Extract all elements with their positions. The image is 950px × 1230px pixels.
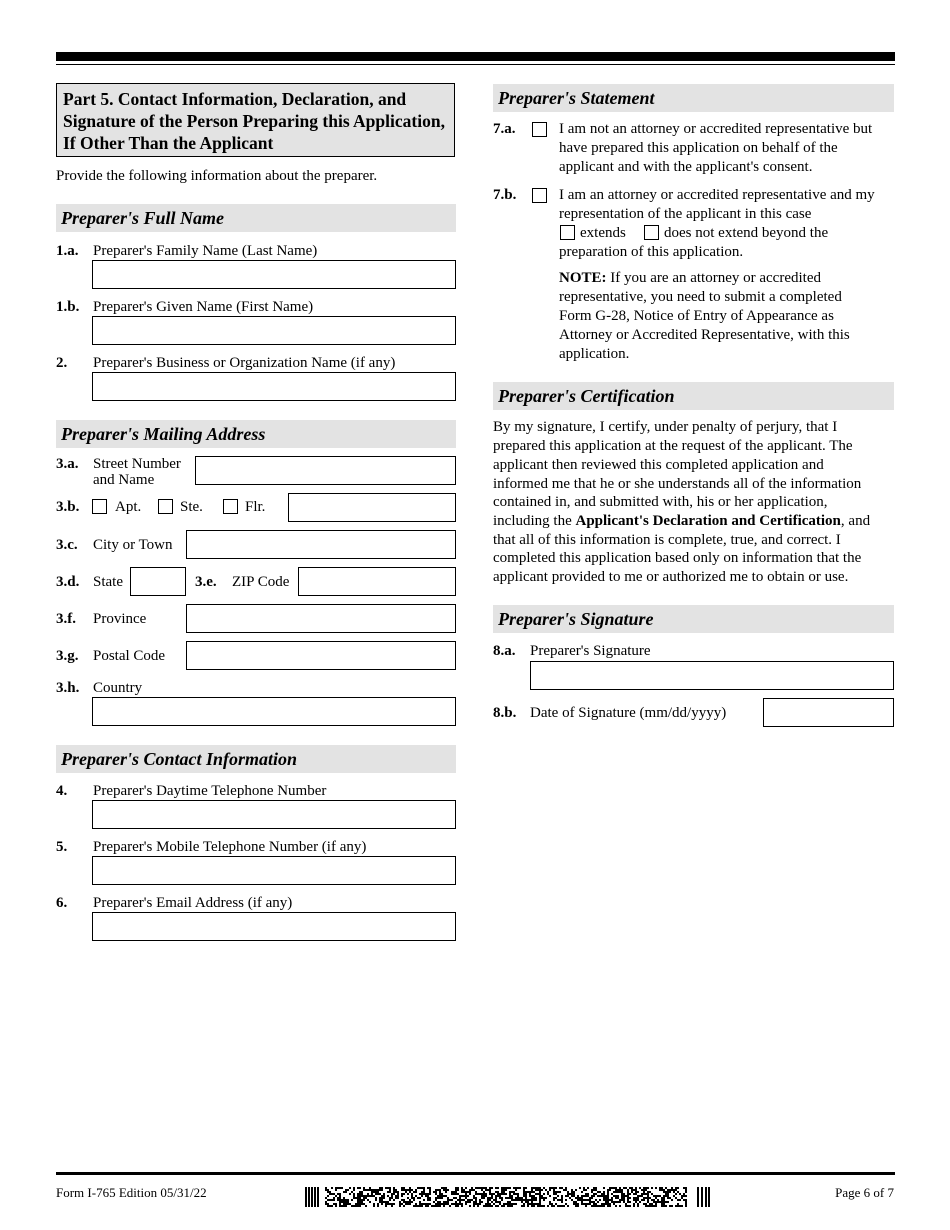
statement-b-text: preparation of this application.: [559, 244, 744, 260]
email-label: Preparer's Email Address (if any): [93, 895, 293, 911]
note-text: application.: [559, 346, 630, 362]
date-input[interactable]: [763, 698, 894, 727]
state-select[interactable]: [130, 567, 186, 596]
item-number: 4.: [56, 783, 68, 799]
note-text: If you are an attorney or accredited: [606, 270, 821, 286]
note-text: representative, you need to submit a completed: [559, 289, 842, 305]
form-edition: Form I-765 Edition 05/31/22: [56, 1185, 207, 1200]
note-label: NOTE:: [559, 270, 607, 286]
item-number: 5.: [56, 839, 68, 855]
section-preparer-signature: Preparer's Signature: [493, 605, 894, 633]
city-input[interactable]: [186, 530, 456, 559]
item-number: 3.a.: [56, 456, 79, 472]
apt-checkbox[interactable]: [92, 499, 107, 514]
city-label: City or Town: [93, 537, 173, 553]
street-label-line2: and Name: [93, 472, 155, 488]
postal-code-label: Postal Code: [93, 648, 166, 664]
page-number: Page 6 of 7: [835, 1185, 894, 1200]
does-not-extend-checkbox[interactable]: [644, 225, 659, 240]
zip-label: ZIP Code: [232, 574, 290, 590]
mobile-phone-label: Preparer's Mobile Telephone Number (if any): [93, 839, 367, 855]
item-number: 7.b.: [493, 187, 517, 203]
family-name-label: Preparer's Family Name (Last Name): [93, 243, 318, 259]
not-attorney-checkbox[interactable]: [532, 122, 547, 137]
unit-number-input[interactable]: [288, 493, 456, 522]
zip-input[interactable]: [298, 567, 456, 596]
certification-text: [493, 512, 870, 531]
bottom-rule: [56, 1172, 895, 1175]
note-line: [559, 269, 821, 287]
part-title: Part 5. Contact Information, Declaration, and Signature of the Person Preparing this Application, If Other Than the Applicant: [56, 83, 455, 157]
state-label: State: [93, 574, 123, 590]
item-number: 6.: [56, 895, 68, 911]
certification-text: By my signature, I certify, under penalty of perjury, that I: [493, 419, 838, 435]
country-input[interactable]: [92, 697, 456, 726]
statement-b-text: representation of the applicant in this case: [559, 206, 812, 222]
certification-text: contained in, and submitted with, his or her application,: [493, 494, 828, 510]
section-mailing-address: Preparer's Mailing Address: [56, 420, 456, 448]
extends-checkbox[interactable]: [560, 225, 575, 240]
daytime-phone-label: Preparer's Daytime Telephone Number: [93, 783, 327, 799]
section-preparer-statement: Preparer's Statement: [493, 84, 894, 112]
province-input[interactable]: [186, 604, 456, 633]
street-label: Street Number: [93, 456, 181, 472]
item-number: 1.b.: [56, 299, 80, 315]
item-number: 3.f.: [56, 611, 76, 627]
section-preparer-certification: Preparer's Certification: [493, 382, 894, 410]
part-intro: Provide the following information about the preparer.: [56, 168, 378, 184]
signature-input[interactable]: [530, 661, 894, 690]
statement-a-text: have prepared this application on behalf of the: [559, 140, 838, 156]
does-not-extend-label: does not extend beyond the: [664, 225, 829, 241]
organization-input[interactable]: [92, 372, 456, 401]
flr-checkbox[interactable]: [223, 499, 238, 514]
signature-label: Preparer's Signature: [530, 643, 651, 659]
item-number: 3.e.: [195, 574, 217, 590]
apt-label: Apt.: [115, 499, 142, 515]
certification-text: applicant then reviewed this completed application and: [493, 457, 824, 473]
ste-checkbox[interactable]: [158, 499, 173, 514]
item-number: 8.b.: [493, 705, 517, 721]
item-number: 3.g.: [56, 648, 79, 664]
given-name-input[interactable]: [92, 316, 456, 345]
certification-text: that all of this information is complete, true, and correct. I: [493, 532, 841, 548]
family-name-input[interactable]: [92, 260, 456, 289]
item-number: 7.a.: [493, 121, 516, 137]
certification-text: including the: [493, 513, 576, 529]
daytime-phone-input[interactable]: [92, 800, 456, 829]
note-text: Attorney or Accredited Representative, with this: [559, 327, 850, 343]
mobile-phone-input[interactable]: [92, 856, 456, 885]
email-input[interactable]: [92, 912, 456, 941]
statement-a-text: I am not an attorney or accredited representative but: [559, 121, 873, 137]
item-number: 3.h.: [56, 680, 80, 696]
ste-label: Ste.: [180, 499, 203, 515]
section-full-name: Preparer's Full Name: [56, 204, 456, 232]
item-number: 8.a.: [493, 643, 516, 659]
given-name-label: Preparer's Given Name (First Name): [93, 299, 314, 315]
item-number: 2.: [56, 355, 68, 371]
barcode-icon: [305, 1187, 711, 1207]
country-label: Country: [93, 680, 143, 696]
section-contact-information: Preparer's Contact Information: [56, 745, 456, 773]
note-text: Form G-28, Notice of Entry of Appearance as: [559, 308, 834, 324]
certification-text: informed me that he or she understands all of the information: [493, 476, 862, 492]
item-number: 3.c.: [56, 537, 78, 553]
extends-label: extends: [580, 225, 626, 241]
top-rule-thin: [56, 64, 895, 65]
top-rule-thick: [56, 52, 895, 61]
certification-emphasis: Applicant's Declaration and Certification: [575, 513, 841, 529]
statement-a-text: applicant and with the applicant's consent.: [559, 159, 813, 175]
certification-text: completed this application based only on information that the: [493, 550, 862, 566]
province-label: Province: [93, 611, 147, 627]
item-number: 3.b.: [56, 499, 80, 515]
date-label: Date of Signature (mm/dd/yyyy): [530, 705, 727, 721]
certification-text: applicant provided to me or authorized me to obtain or use.: [493, 569, 849, 585]
certification-text: prepared this application at the request of the applicant. The: [493, 438, 853, 454]
item-number: 3.d.: [56, 574, 80, 590]
organization-label: Preparer's Business or Organization Name (if any): [93, 355, 396, 371]
statement-b-text: I am an attorney or accredited representative and my: [559, 187, 875, 203]
certification-text: , and: [840, 513, 871, 529]
flr-label: Flr.: [245, 499, 266, 515]
postal-code-input[interactable]: [186, 641, 456, 670]
street-input[interactable]: [195, 456, 456, 485]
attorney-checkbox[interactable]: [532, 188, 547, 203]
item-number: 1.a.: [56, 243, 79, 259]
